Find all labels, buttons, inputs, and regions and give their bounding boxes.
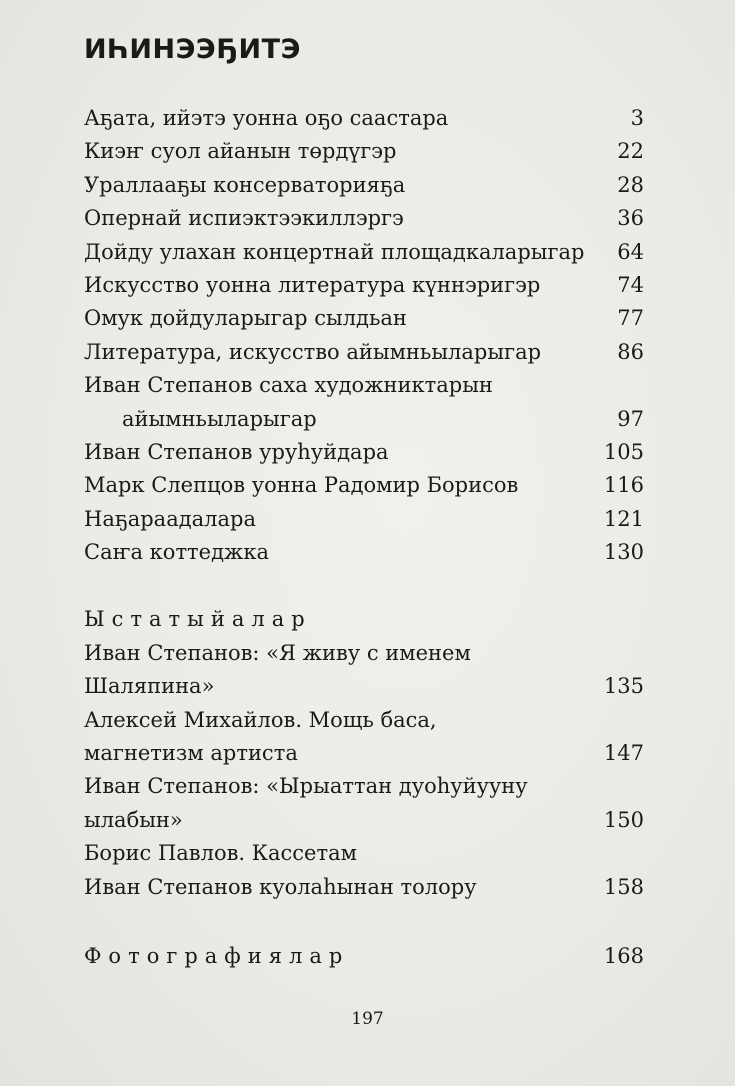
toc-entry — [84, 637, 644, 670]
toc-entry-page: 3 — [630, 106, 644, 130]
toc-entry — [84, 436, 644, 469]
toc-entry-title: Наҕараадалара — [84, 506, 256, 531]
toc-entry — [84, 871, 644, 904]
section-heading: Ыстатыйалар — [84, 607, 312, 632]
toc-entry-page: 168 — [603, 943, 644, 968]
toc-entry-continuation — [84, 403, 644, 436]
toc-entry-page: 135 — [603, 674, 644, 699]
toc-entry-page: 77 — [617, 306, 644, 331]
toc-entry-title: Искусство уонна литература күннэригэр — [84, 272, 541, 297]
section-heading-row — [84, 603, 644, 636]
toc-entry-title: Шаляпина» — [84, 674, 215, 699]
toc-entry-title: Марк Слепцов уонна Радомир Борисов — [84, 473, 519, 498]
toc-entry — [84, 269, 644, 302]
toc-entry-page: 121 — [603, 506, 644, 531]
toc-entry-title: Омук дойдуларыгар сылдьан — [84, 306, 407, 331]
page-title: ИҺИНЭЭҔИТЭ — [84, 34, 301, 65]
toc-entry-page: 22 — [617, 139, 644, 164]
toc-entry-photos — [84, 940, 644, 973]
toc-entry-page: 86 — [617, 339, 644, 364]
toc-entry-title: Киэҥ суол айанын төрдүгэр — [84, 139, 397, 164]
toc-entry — [84, 737, 644, 770]
toc-entry — [84, 770, 644, 803]
toc-entry-title: Иван Степанов: «Я живу с именем — [84, 640, 471, 665]
toc-entry-title: Иван Степанов саха художниктарын — [84, 373, 493, 398]
toc-entry-page: 36 — [617, 206, 644, 231]
toc-entry-title: Ураллааҕы консерваторияҕа — [84, 172, 406, 197]
toc-entry — [84, 536, 644, 569]
toc-entry — [84, 236, 644, 269]
toc-entry — [84, 670, 644, 703]
toc-entry — [84, 704, 644, 737]
toc-entry — [84, 804, 644, 837]
toc-entry-title: Иван Степанов куолаһынан толору — [84, 874, 477, 899]
toc-entry-title: магнетизм артиста — [84, 741, 298, 766]
toc-entry-title: Аҕата, ийэтэ уонна оҕо саастара — [84, 106, 449, 130]
toc-entry-title: Иван Степанов уруһуйдара — [84, 439, 389, 464]
toc-entry-page: 147 — [603, 741, 644, 766]
toc-entry-page: 28 — [617, 172, 644, 197]
toc-entry — [84, 302, 644, 335]
section-spacer — [84, 569, 644, 603]
toc-entry — [84, 102, 644, 135]
toc-entry-title: айымньыларыгар — [122, 406, 317, 431]
toc-entry-title: Борис Павлов. Кассетам — [84, 841, 357, 866]
table-of-contents — [84, 102, 644, 973]
page-number: 197 — [351, 1009, 384, 1029]
toc-entry — [84, 135, 644, 168]
toc-entry — [84, 336, 644, 369]
toc-entry — [84, 837, 644, 870]
toc-entry — [84, 202, 644, 235]
toc-entry-page: 116 — [603, 473, 644, 498]
toc-entry-page: 105 — [603, 439, 644, 464]
toc-entry-title: Дойду улахан концертнай площадкаларыгар — [84, 239, 585, 264]
toc-entry — [84, 169, 644, 202]
toc-entry — [84, 469, 644, 502]
toc-entry-title: Алексей Михайлов. Мощь баса, — [84, 707, 437, 732]
toc-entry-title: Саҥа коттеджка — [84, 540, 270, 565]
toc-entry — [84, 369, 644, 402]
toc-entry-page: 64 — [617, 239, 644, 264]
toc-entry-title: Опернай испиэктээкиллэргэ — [84, 206, 404, 231]
toc-entry-title: Фотографиялар — [84, 943, 350, 968]
toc-entry-title: ылабын» — [84, 807, 183, 832]
toc-entry-page: 97 — [617, 406, 644, 431]
toc-entry-page: 150 — [603, 807, 644, 832]
toc-entry-page: 130 — [603, 540, 644, 565]
toc-entry-title: Литература, искусство айымньыларыгар — [84, 339, 542, 364]
toc-entry — [84, 503, 644, 536]
toc-entry-page: 74 — [617, 272, 644, 297]
toc-entry-title: Иван Степанов: «Ырыаттан дуоһуйууну — [84, 774, 528, 799]
toc-entry-page: 158 — [603, 874, 644, 899]
section-spacer — [84, 904, 644, 940]
